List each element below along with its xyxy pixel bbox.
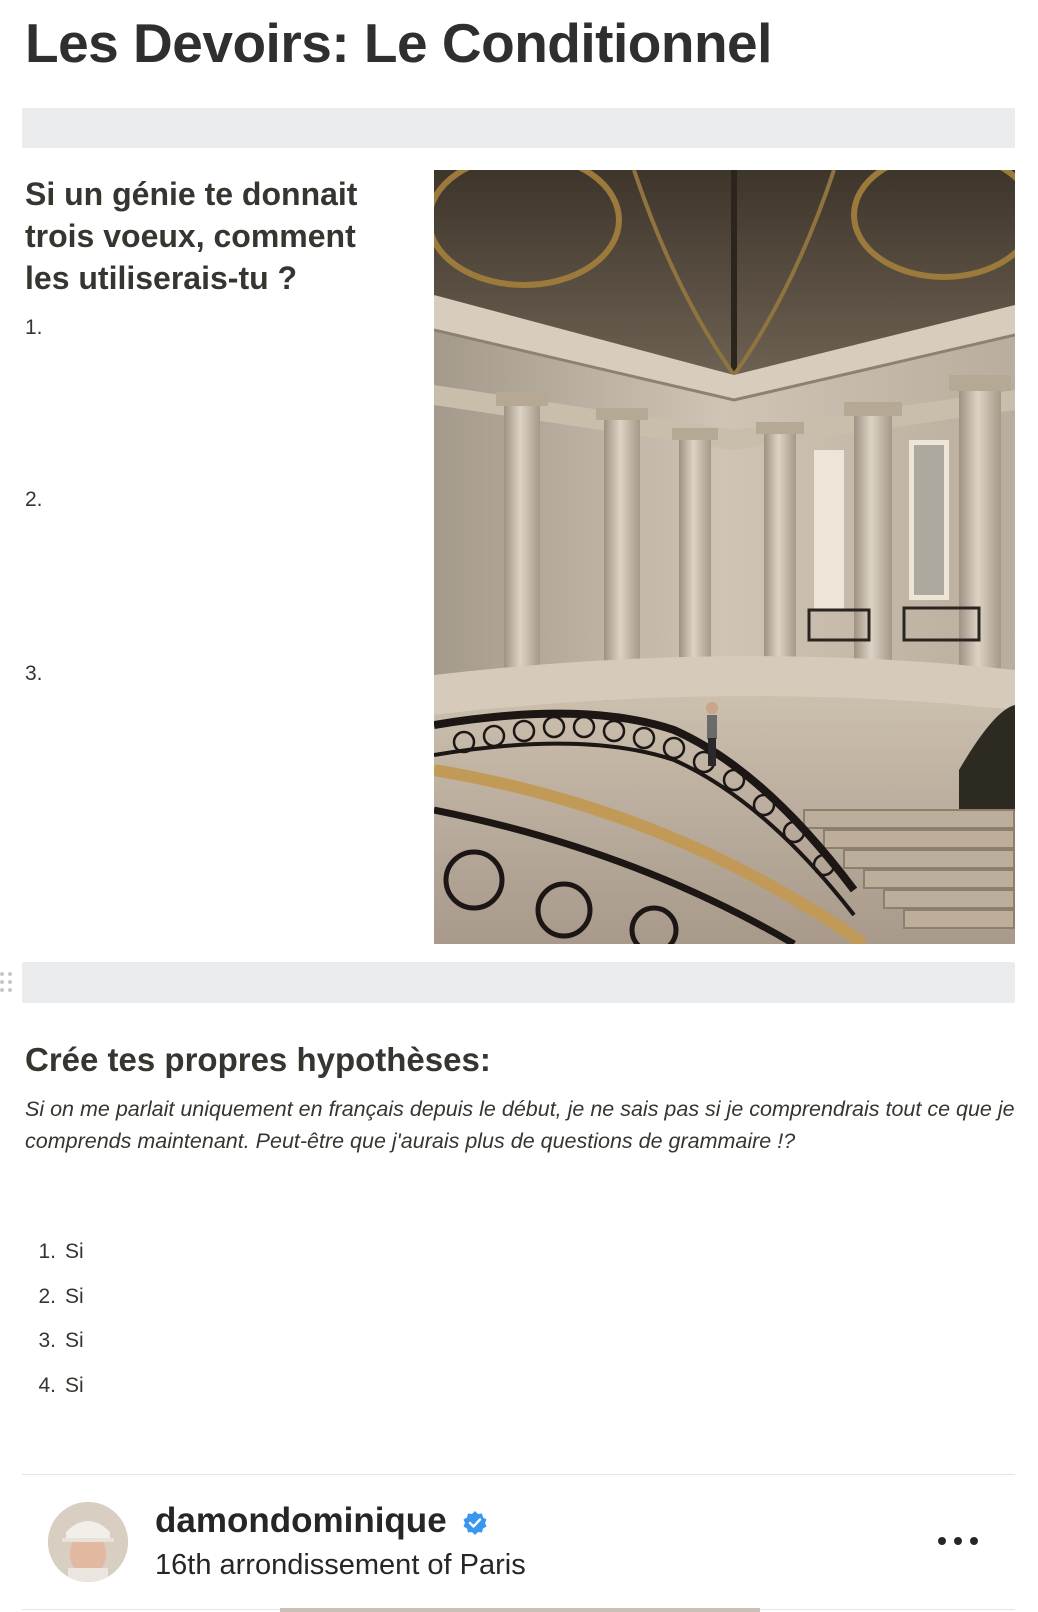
list-item-text: Si — [65, 1329, 84, 1352]
list-item-text: Si — [65, 1285, 84, 1308]
username[interactable]: damondominique — [155, 1501, 447, 1540]
embed-media-preview — [280, 1608, 760, 1612]
staircase-photo — [434, 170, 1015, 944]
drag-handle[interactable] — [0, 972, 12, 996]
section-heading: Crée tes propres hypothèses: — [25, 1041, 491, 1078]
avatar[interactable] — [48, 1502, 128, 1582]
verified-badge-icon — [462, 1510, 488, 1536]
answer-line-1[interactable]: 1. — [25, 316, 43, 339]
answer-line-3[interactable]: 3. — [25, 662, 43, 685]
more-options-button[interactable] — [938, 1526, 978, 1556]
list-item[interactable]: 2. Si — [38, 1285, 84, 1308]
more-options-icon — [938, 1537, 946, 1545]
list-item[interactable]: 1. Si — [38, 1240, 84, 1263]
divider-bar — [22, 108, 1015, 148]
question-heading: Si un génie te donnait trois voeux, comment les utiliserais-tu ? — [25, 176, 358, 296]
list-item-text: Si — [65, 1240, 84, 1263]
page-title: Les Devoirs: Le Conditionnel — [25, 12, 772, 74]
list-item-text: Si — [65, 1374, 84, 1397]
list-item[interactable]: 4. Si — [38, 1374, 84, 1397]
location-label[interactable]: 16th arrondissement of Paris — [155, 1549, 526, 1581]
list-item[interactable]: 3. Si — [38, 1329, 84, 1352]
example-text: Si on me parlait uniquement en français depuis le début, je ne sais pas si je comprendrais tout ce que je comprends maintenant. Peut-être que j'aurais plus de questions de grammaire !? — [25, 1097, 1015, 1153]
embed-divider — [22, 1474, 1015, 1475]
divider-bar — [22, 962, 1015, 1003]
answer-line-2[interactable]: 2. — [25, 488, 43, 511]
